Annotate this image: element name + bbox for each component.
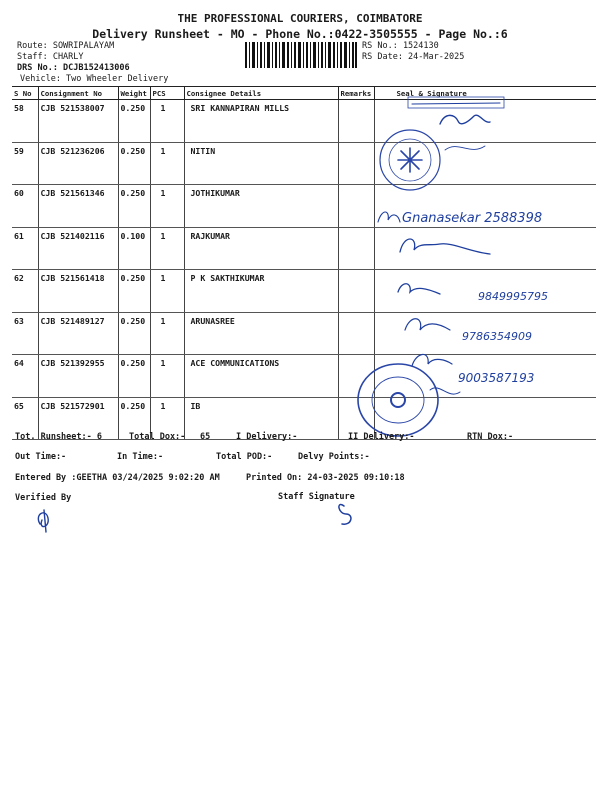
cell-remarks xyxy=(338,100,374,143)
company-name: THE PROFESSIONAL COURIERS, COIMBATORE xyxy=(177,12,423,25)
cell-pcs: 1 xyxy=(150,312,184,355)
table-row xyxy=(12,227,596,270)
cell-remarks xyxy=(338,227,374,270)
delivery-points-label: Delvy Points:- xyxy=(298,452,370,462)
cell-pcs: 1 xyxy=(150,100,184,143)
cell-signature xyxy=(374,355,596,398)
route-label: Route: SOWRIPALAYAM xyxy=(17,41,115,51)
total-dox-label: Total Dox:- xyxy=(129,432,186,442)
cell-pcs: 1 xyxy=(150,142,184,185)
cell-consignee: IB xyxy=(184,397,338,440)
rtn-dox-label: RTN Dox:- xyxy=(467,432,514,442)
cell-weight: 0.250 xyxy=(118,142,150,185)
col-consignment: Consignment No xyxy=(38,87,118,100)
table-row xyxy=(12,100,596,143)
cell-remarks xyxy=(338,355,374,398)
cell-consignee: SRI KANNAPIRAN MILLS xyxy=(184,100,338,143)
cell-sno: 60 xyxy=(12,185,38,228)
table-row xyxy=(12,312,596,355)
cell-consignee: P K SAKTHIKUMAR xyxy=(184,270,338,313)
in-time-label: In Time:- xyxy=(117,452,164,462)
row63-handwritten-number: 9786354909 xyxy=(462,330,532,343)
col-signature: Seal & Signature xyxy=(374,87,596,100)
cell-weight: 0.250 xyxy=(118,355,150,398)
cell-consignment: CJB 521572901 xyxy=(38,397,118,440)
cell-weight: 0.250 xyxy=(118,185,150,228)
row62-handwritten-number: 9849995795 xyxy=(478,290,548,303)
cell-consignee: RAJKUMAR xyxy=(184,227,338,270)
cell-weight: 0.250 xyxy=(118,312,150,355)
runsheet-table xyxy=(12,86,596,440)
table-row xyxy=(12,355,596,398)
out-time-label: Out Time:- xyxy=(15,452,67,462)
cell-sno: 64 xyxy=(12,355,38,398)
cell-consignment: CJB 521538007 xyxy=(38,100,118,143)
cell-consignment: CJB 521402116 xyxy=(38,227,118,270)
staff-signature-mark xyxy=(339,505,351,525)
ii-delivery-label: II Delivery:- xyxy=(348,432,415,442)
cell-consignee: ARUNASREE xyxy=(184,312,338,355)
col-consignee: Consignee Details xyxy=(184,87,338,100)
cell-remarks xyxy=(338,185,374,228)
vehicle-label: Vehicle: Two Wheeler Delivery xyxy=(20,74,169,84)
cell-remarks xyxy=(338,312,374,355)
cell-weight: 0.100 xyxy=(118,227,150,270)
cell-consignment: CJB 521392955 xyxy=(38,355,118,398)
cell-sno: 63 xyxy=(12,312,38,355)
cell-pcs: 1 xyxy=(150,270,184,313)
cell-signature xyxy=(374,142,596,185)
cell-remarks xyxy=(338,270,374,313)
cell-pcs: 1 xyxy=(150,227,184,270)
cell-weight: 0.250 xyxy=(118,100,150,143)
verified-by-signature xyxy=(38,510,48,532)
row60-handwritten-number: Gnanasekar 2588398 xyxy=(402,211,543,226)
row64-handwritten-number: 9003587193 xyxy=(458,371,535,385)
table-row xyxy=(12,270,596,313)
cell-sno: 58 xyxy=(12,100,38,143)
rs-number: RS No.: 1524130 xyxy=(362,41,439,51)
cell-pcs: 1 xyxy=(150,397,184,440)
cell-consignee: ACE COMMUNICATIONS xyxy=(184,355,338,398)
cell-pcs: 1 xyxy=(150,185,184,228)
cell-consignee: JOTHIKUMAR xyxy=(184,185,338,228)
total-runsheet: Tot. Runsheet:- 6 xyxy=(15,432,102,442)
cell-signature xyxy=(374,270,596,313)
cell-consignment: CJB 521561418 xyxy=(38,270,118,313)
cell-weight: 0.250 xyxy=(118,397,150,440)
printed-on: Printed On: 24-03-2025 09:10:18 xyxy=(246,473,405,483)
cell-sno: 59 xyxy=(12,142,38,185)
drs-barcode xyxy=(245,42,357,68)
i-delivery-label: I Delivery:- xyxy=(236,432,298,442)
cell-signature xyxy=(374,100,596,143)
cell-consignment: CJB 521236206 xyxy=(38,142,118,185)
col-weight: Weight xyxy=(118,87,150,100)
col-pcs: PCS xyxy=(150,87,184,100)
cell-sno: 61 xyxy=(12,227,38,270)
cell-pcs: 1 xyxy=(150,355,184,398)
rs-date: RS Date: 24-Mar-2025 xyxy=(362,52,465,62)
col-sno: S No xyxy=(12,87,38,100)
total-dox-value: 65 xyxy=(200,432,211,442)
cell-remarks xyxy=(338,142,374,185)
cell-sno: 62 xyxy=(12,270,38,313)
entered-by: Entered By :GEETHA 03/24/2025 9:02:20 AM xyxy=(15,473,220,483)
table-header-row xyxy=(12,87,596,100)
cell-signature xyxy=(374,227,596,270)
cell-consignee: NITIN xyxy=(184,142,338,185)
total-pod-label: Total POD:- xyxy=(216,452,273,462)
col-remarks: Remarks xyxy=(338,87,374,100)
cell-consignment: CJB 521489127 xyxy=(38,312,118,355)
table-row xyxy=(12,142,596,185)
runsheet-title: Delivery Runsheet - MO - Phone No.:0422-3505555 - Page No.:6 xyxy=(92,27,508,41)
verified-by-label: Verified By xyxy=(15,493,72,503)
cell-signature xyxy=(374,185,596,228)
cell-weight: 0.250 xyxy=(118,270,150,313)
cell-signature xyxy=(374,312,596,355)
cell-consignment: CJB 521561346 xyxy=(38,185,118,228)
staff-label: Staff: CHARLY xyxy=(17,52,84,62)
cell-sno: 65 xyxy=(12,397,38,440)
table-row xyxy=(12,185,596,228)
drs-number: DRS No.: DCJB152413006 xyxy=(17,63,130,73)
staff-signature-label: Staff Signature xyxy=(278,492,355,502)
